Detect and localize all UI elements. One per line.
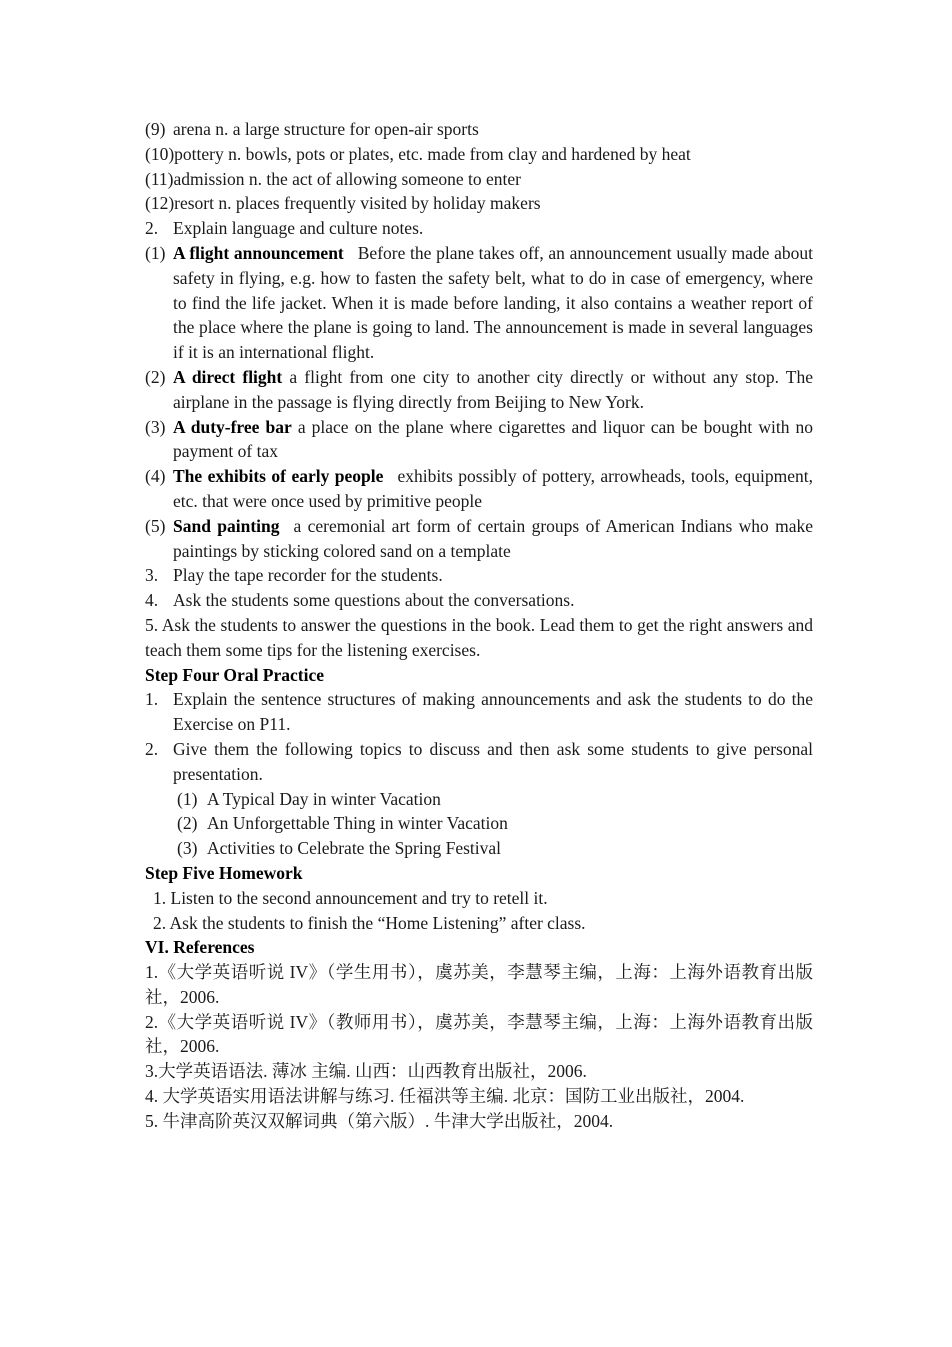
item-number: (10) bbox=[145, 143, 175, 164]
vocab-item bbox=[145, 191, 813, 216]
step-text: Explain language and culture notes. bbox=[173, 218, 424, 239]
note-term: Sand painting bbox=[173, 515, 280, 536]
note-text: exhibits possibly of pottery, arrowheads, tools, equipment, etc. that were once used by primitive people bbox=[173, 466, 813, 511]
item-number: (9) bbox=[145, 119, 166, 139]
vocab-definition: admission n. the act of allowing someone to enter bbox=[173, 168, 522, 189]
item-number: 2. bbox=[145, 218, 159, 239]
reference-item: 5. 牛津高阶英汉双解词典（第六版）. 牛津大学出版社，2004. bbox=[145, 1110, 614, 1131]
item-number: 4. bbox=[145, 590, 159, 611]
reference-item: 3.大学英语语法. 薄冰 主编. 山西：山西教育出版社，2006. bbox=[145, 1061, 587, 1082]
note-text: a place on the plane where cigarettes and liquor can be bought with no payment of tax bbox=[173, 416, 814, 462]
item-number: (4) bbox=[145, 466, 166, 487]
topic-text: An Unforgettable Thing in winter Vacation bbox=[207, 813, 508, 834]
reference-item: 1.《大学英语听说 IV》（学生用书），虞苏美，李慧琴主编，上海：上海外语教育出版社，2006. bbox=[145, 962, 813, 1007]
note-text: a flight from one city to another city directly or without any stop. The airplane in the passage is flying directly from Beijing to New York. bbox=[173, 366, 813, 412]
item-number: (5) bbox=[145, 515, 166, 536]
section-heading: Step Four Oral Practice bbox=[145, 664, 324, 685]
topic-item bbox=[145, 787, 813, 812]
document-page bbox=[145, 117, 813, 1134]
section-heading: VI. References bbox=[145, 937, 255, 958]
item-number: (1) bbox=[177, 788, 198, 809]
vocab-item bbox=[145, 167, 813, 192]
note-item bbox=[145, 365, 813, 415]
note-term: A direct flight bbox=[173, 366, 283, 387]
topic-item bbox=[145, 836, 813, 861]
note-item bbox=[145, 514, 813, 564]
step-text: Ask the students some questions about the conversations. bbox=[173, 590, 575, 611]
item-number: (2) bbox=[145, 366, 166, 387]
note-item bbox=[145, 464, 813, 514]
item-number: (11) bbox=[145, 168, 174, 189]
topic-item bbox=[145, 811, 813, 836]
vocab-item bbox=[145, 117, 813, 142]
item-number: (3) bbox=[145, 416, 166, 437]
item-number: (2) bbox=[177, 813, 198, 834]
note-term: A duty-free bar bbox=[173, 416, 292, 437]
note-item bbox=[145, 415, 813, 465]
vocab-definition: pottery n. bowls, pots or plates, etc. made from clay and hardened by heat bbox=[174, 143, 691, 164]
item-number: (12) bbox=[145, 193, 175, 214]
oral-item-text: Explain the sentence structures of making announcements and ask the students to do the Exercise on P11. bbox=[173, 689, 813, 735]
reference-item: 4. 大学英语实用语法讲解与练习. 任福洪等主编. 北京：国防工业出版社，2004. bbox=[145, 1086, 745, 1107]
item-number: 3. bbox=[145, 565, 159, 586]
step-item bbox=[145, 563, 813, 588]
topic-text: Activities to Celebrate the Spring Festival bbox=[207, 838, 502, 859]
homework-item: 1. Listen to the second announcement and try to retell it. bbox=[153, 887, 548, 908]
oral-item-text: Give them the following topics to discuss and then ask some students to give personal presentation. bbox=[173, 738, 813, 784]
homework-item: 2. Ask the students to finish the “Home Listening” after class. bbox=[153, 912, 586, 933]
step-item bbox=[145, 216, 813, 241]
oral-item bbox=[145, 687, 813, 737]
item-number: (1) bbox=[145, 242, 166, 263]
note-text: a ceremonial art form of certain groups of American Indians who make paintings by sticking colored sand on a template bbox=[173, 515, 814, 561]
vocab-item bbox=[145, 142, 813, 167]
step-text: Play the tape recorder for the students. bbox=[173, 565, 443, 586]
topic-text: A Typical Day in winter Vacation bbox=[207, 788, 441, 809]
step-five-paragraph: 5. Ask the students to answer the questions in the book. Lead them to get the right answers and teach them some tips for the listening exercises. bbox=[145, 614, 813, 660]
reference-item: 2.《大学英语听说 IV》（教师用书），虞苏美，李慧琴主编，上海：上海外语教育出版社，2006. bbox=[145, 1011, 813, 1057]
item-number: (3) bbox=[177, 838, 198, 859]
note-text: Before the plane takes off, an announcement usually made about safety in flying, e.g. how to fasten the safety belt, what to do in case of emergency, where to find the life jacket. When it is made before landing, it also contains a weather report of the place where the plane is going to land. The announcement is made in several languages if it is an international flight. bbox=[173, 242, 813, 363]
note-term: The exhibits of early people bbox=[173, 466, 384, 487]
item-number: 2. bbox=[145, 738, 159, 759]
oral-item bbox=[145, 737, 813, 787]
vocab-definition: resort n. places frequently visited by holiday makers bbox=[174, 193, 541, 214]
step-item bbox=[145, 588, 813, 613]
item-number: 1. bbox=[145, 689, 159, 710]
note-item bbox=[145, 241, 813, 365]
note-term: A flight announcement bbox=[173, 242, 344, 263]
vocab-definition: arena n. a large structure for open-air sports bbox=[173, 119, 479, 139]
section-heading: Step Five Homework bbox=[145, 862, 303, 883]
